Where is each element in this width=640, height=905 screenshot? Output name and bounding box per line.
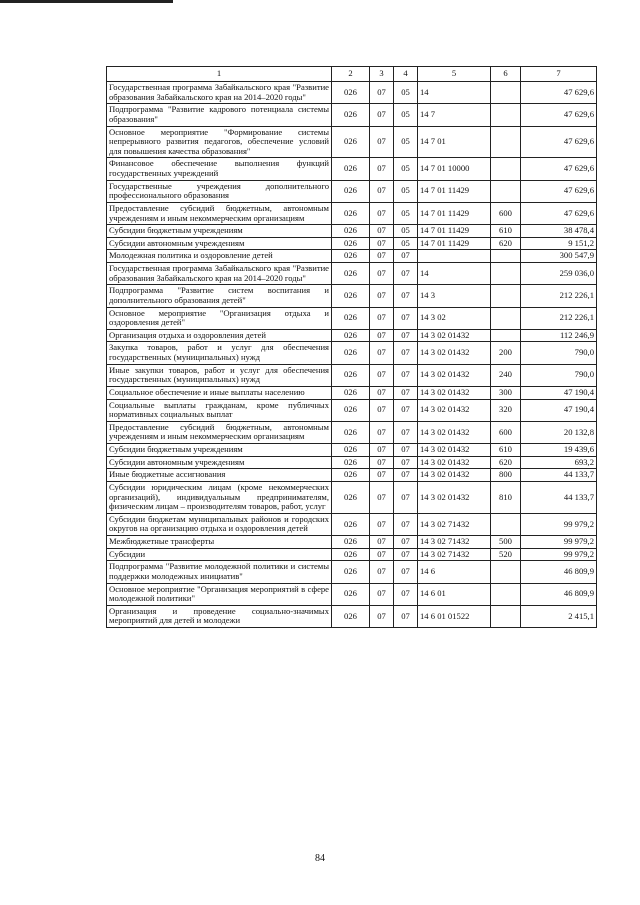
row-target-article: 14 3 02 01432 xyxy=(418,456,491,469)
page-number: 84 xyxy=(315,853,325,864)
row-target-article: 14 xyxy=(418,263,491,285)
row-ministry-code: 026 xyxy=(332,342,370,364)
row-amount: 47 629,6 xyxy=(521,126,597,158)
table-body xyxy=(107,82,597,628)
row-name: Подпрограмма "Развитие систем воспитания и дополнительного образования детей" xyxy=(107,285,332,307)
row-target-article: 14 7 01 11429 xyxy=(418,202,491,224)
row-amount: 99 979,2 xyxy=(521,548,597,561)
row-target-article: 14 6 xyxy=(418,561,491,583)
row-section: 07 xyxy=(370,104,394,126)
row-subsection: 07 xyxy=(394,456,418,469)
row-subsection: 07 xyxy=(394,561,418,583)
table-row xyxy=(107,158,597,180)
table-row xyxy=(107,605,597,627)
row-expense-type: 500 xyxy=(491,536,521,549)
row-subsection: 05 xyxy=(394,225,418,238)
row-expense-type xyxy=(491,329,521,342)
row-expense-type: 620 xyxy=(491,237,521,250)
row-expense-type xyxy=(491,180,521,202)
row-ministry-code: 026 xyxy=(332,583,370,605)
row-expense-type xyxy=(491,158,521,180)
row-section: 07 xyxy=(370,364,394,386)
row-amount: 46 809,9 xyxy=(521,583,597,605)
row-amount: 2 415,1 xyxy=(521,605,597,627)
row-section: 07 xyxy=(370,263,394,285)
row-subsection: 05 xyxy=(394,158,418,180)
row-expense-type: 240 xyxy=(491,364,521,386)
row-target-article: 14 7 xyxy=(418,104,491,126)
row-expense-type xyxy=(491,263,521,285)
row-ministry-code: 026 xyxy=(332,158,370,180)
row-name: Субсидии автономным учреждениям xyxy=(107,456,332,469)
row-ministry-code: 026 xyxy=(332,513,370,535)
row-expense-type: 200 xyxy=(491,342,521,364)
top-rule xyxy=(0,0,173,3)
row-target-article: 14 3 02 71432 xyxy=(418,513,491,535)
row-section: 07 xyxy=(370,307,394,329)
row-name: Предоставление субсидий бюджетным, автономным учреждениям и иным некоммерческим организациям xyxy=(107,202,332,224)
row-amount: 47 629,6 xyxy=(521,82,597,104)
row-subsection: 07 xyxy=(394,364,418,386)
row-ministry-code: 026 xyxy=(332,561,370,583)
row-ministry-code: 026 xyxy=(332,364,370,386)
row-target-article: 14 7 01 10000 xyxy=(418,158,491,180)
header-col-7: 7 xyxy=(521,67,597,82)
row-amount: 99 979,2 xyxy=(521,513,597,535)
row-amount: 47 629,6 xyxy=(521,202,597,224)
row-section: 07 xyxy=(370,180,394,202)
row-subsection: 07 xyxy=(394,250,418,263)
row-name: Закупка товаров, работ и услуг для обеспечения государственных (муниципальных) нужд xyxy=(107,342,332,364)
row-section: 07 xyxy=(370,605,394,627)
row-expense-type: 600 xyxy=(491,421,521,443)
row-ministry-code: 026 xyxy=(332,126,370,158)
row-subsection: 07 xyxy=(394,513,418,535)
row-ministry-code: 026 xyxy=(332,250,370,263)
row-name: Финансовое обеспечение выполнения функций государственных учреждений xyxy=(107,158,332,180)
row-section: 07 xyxy=(370,548,394,561)
row-section: 07 xyxy=(370,82,394,104)
row-name: Предоставление субсидий бюджетным, автономным учреждениям и иным некоммерческим организациям xyxy=(107,421,332,443)
row-expense-type xyxy=(491,307,521,329)
row-section: 07 xyxy=(370,126,394,158)
row-ministry-code: 026 xyxy=(332,536,370,549)
row-name: Основное мероприятие "Организация мероприятий в сфере молодежной политики" xyxy=(107,583,332,605)
row-subsection: 07 xyxy=(394,481,418,513)
row-amount: 693,2 xyxy=(521,456,597,469)
row-name: Основное мероприятие "Организация отдыха и оздоровления детей" xyxy=(107,307,332,329)
row-section: 07 xyxy=(370,285,394,307)
table-row xyxy=(107,202,597,224)
row-amount: 112 246,9 xyxy=(521,329,597,342)
row-expense-type xyxy=(491,250,521,263)
row-target-article: 14 3 02 71432 xyxy=(418,536,491,549)
row-section: 07 xyxy=(370,481,394,513)
row-subsection: 05 xyxy=(394,180,418,202)
row-target-article: 14 7 01 11429 xyxy=(418,225,491,238)
table-row xyxy=(107,548,597,561)
row-ministry-code: 026 xyxy=(332,237,370,250)
row-name: Субсидии юридическим лицам (кроме некоммерческих организаций), индивидуальным предпринимателям, физическим лицам – производителям товаров, работ, услуг xyxy=(107,481,332,513)
row-name: Организация отдыха и оздоровления детей xyxy=(107,329,332,342)
table-row xyxy=(107,104,597,126)
row-amount: 44 133,7 xyxy=(521,469,597,482)
table-row xyxy=(107,536,597,549)
row-name: Государственная программа Забайкальского края "Развитие образования Забайкальского края на 2014–2020 годы" xyxy=(107,82,332,104)
row-expense-type: 320 xyxy=(491,399,521,421)
row-amount: 19 439,6 xyxy=(521,444,597,457)
row-subsection: 07 xyxy=(394,307,418,329)
row-section: 07 xyxy=(370,250,394,263)
row-amount: 46 809,9 xyxy=(521,561,597,583)
row-expense-type xyxy=(491,561,521,583)
row-name: Субсидии бюджетным учреждениям xyxy=(107,444,332,457)
table-row xyxy=(107,250,597,263)
row-ministry-code: 026 xyxy=(332,469,370,482)
table-row xyxy=(107,561,597,583)
row-ministry-code: 026 xyxy=(332,444,370,457)
table-row xyxy=(107,342,597,364)
row-target-article: 14 3 02 01432 xyxy=(418,386,491,399)
row-expense-type: 610 xyxy=(491,444,521,457)
row-subsection: 07 xyxy=(394,399,418,421)
table-row xyxy=(107,386,597,399)
row-amount: 212 226,1 xyxy=(521,307,597,329)
row-ministry-code: 026 xyxy=(332,386,370,399)
row-name: Межбюджетные трансферты xyxy=(107,536,332,549)
table-row xyxy=(107,583,597,605)
row-target-article: 14 6 01 01522 xyxy=(418,605,491,627)
row-name: Молодежная политика и оздоровление детей xyxy=(107,250,332,263)
table-row xyxy=(107,225,597,238)
row-amount: 47 629,6 xyxy=(521,180,597,202)
row-expense-type: 800 xyxy=(491,469,521,482)
header-col-2: 2 xyxy=(332,67,370,82)
row-section: 07 xyxy=(370,237,394,250)
row-target-article: 14 7 01 11429 xyxy=(418,180,491,202)
table-row xyxy=(107,481,597,513)
row-ministry-code: 026 xyxy=(332,180,370,202)
row-amount: 47 629,6 xyxy=(521,158,597,180)
row-target-article: 14 3 02 01432 xyxy=(418,399,491,421)
header-col-6: 6 xyxy=(491,67,521,82)
row-subsection: 07 xyxy=(394,583,418,605)
header-row xyxy=(107,67,597,82)
row-subsection: 07 xyxy=(394,285,418,307)
row-ministry-code: 026 xyxy=(332,481,370,513)
row-section: 07 xyxy=(370,561,394,583)
row-expense-type xyxy=(491,513,521,535)
header-col-4: 4 xyxy=(394,67,418,82)
row-target-article xyxy=(418,250,491,263)
row-ministry-code: 026 xyxy=(332,548,370,561)
row-subsection: 07 xyxy=(394,548,418,561)
row-subsection: 07 xyxy=(394,605,418,627)
row-name: Субсидии xyxy=(107,548,332,561)
row-name: Социальные выплаты гражданам, кроме публичных нормативных социальных выплат xyxy=(107,399,332,421)
row-ministry-code: 026 xyxy=(332,605,370,627)
table-row xyxy=(107,180,597,202)
row-subsection: 07 xyxy=(394,536,418,549)
row-target-article: 14 3 02 01432 xyxy=(418,329,491,342)
row-amount: 300 547,9 xyxy=(521,250,597,263)
row-amount: 47 190,4 xyxy=(521,399,597,421)
row-amount: 38 478,4 xyxy=(521,225,597,238)
row-amount: 47 190,4 xyxy=(521,386,597,399)
header-col-3: 3 xyxy=(370,67,394,82)
row-name: Иные бюджетные ассигнования xyxy=(107,469,332,482)
row-amount: 9 151,2 xyxy=(521,237,597,250)
row-section: 07 xyxy=(370,421,394,443)
row-amount: 259 036,0 xyxy=(521,263,597,285)
table-row xyxy=(107,237,597,250)
table-row xyxy=(107,82,597,104)
row-expense-type: 610 xyxy=(491,225,521,238)
row-ministry-code: 026 xyxy=(332,225,370,238)
row-name: Государственная программа Забайкальского края "Развитие образования Забайкальского края на 2014–2020 годы" xyxy=(107,263,332,285)
row-name: Субсидии бюджетам муниципальных районов и городских округов на организацию отдыха и оздоровления детей xyxy=(107,513,332,535)
row-target-article: 14 6 01 xyxy=(418,583,491,605)
budget-table xyxy=(106,66,597,628)
row-subsection: 07 xyxy=(394,342,418,364)
row-ministry-code: 026 xyxy=(332,202,370,224)
row-expense-type: 300 xyxy=(491,386,521,399)
row-target-article: 14 3 02 01432 xyxy=(418,342,491,364)
row-section: 07 xyxy=(370,456,394,469)
row-amount: 47 629,6 xyxy=(521,104,597,126)
row-section: 07 xyxy=(370,202,394,224)
row-section: 07 xyxy=(370,225,394,238)
row-name: Субсидии автономным учреждениям xyxy=(107,237,332,250)
row-subsection: 07 xyxy=(394,421,418,443)
row-amount: 790,0 xyxy=(521,342,597,364)
table-row xyxy=(107,307,597,329)
row-target-article: 14 3 02 01432 xyxy=(418,364,491,386)
row-expense-type xyxy=(491,605,521,627)
table-row xyxy=(107,399,597,421)
row-ministry-code: 026 xyxy=(332,399,370,421)
row-name: Основное мероприятие "Формирование системы непрерывного развития педагогов, обеспечение условий для повышения качества образования" xyxy=(107,126,332,158)
row-subsection: 05 xyxy=(394,82,418,104)
row-ministry-code: 026 xyxy=(332,329,370,342)
row-ministry-code: 026 xyxy=(332,82,370,104)
row-target-article: 14 3 02 01432 xyxy=(418,421,491,443)
header-col-5: 5 xyxy=(418,67,491,82)
row-expense-type xyxy=(491,126,521,158)
row-target-article: 14 xyxy=(418,82,491,104)
row-section: 07 xyxy=(370,342,394,364)
row-ministry-code: 026 xyxy=(332,285,370,307)
row-target-article: 14 3 02 01432 xyxy=(418,481,491,513)
row-ministry-code: 026 xyxy=(332,456,370,469)
row-name: Социальное обеспечение и иные выплаты населению xyxy=(107,386,332,399)
row-section: 07 xyxy=(370,329,394,342)
row-section: 07 xyxy=(370,386,394,399)
row-name: Субсидии бюджетным учреждениям xyxy=(107,225,332,238)
row-amount: 212 226,1 xyxy=(521,285,597,307)
row-target-article: 14 7 01 11429 xyxy=(418,237,491,250)
row-amount: 790,0 xyxy=(521,364,597,386)
row-ministry-code: 026 xyxy=(332,104,370,126)
row-expense-type: 520 xyxy=(491,548,521,561)
row-target-article: 14 3 02 71432 xyxy=(418,548,491,561)
row-target-article: 14 3 02 xyxy=(418,307,491,329)
row-name: Иные закупки товаров, работ и услуг для обеспечения государственных (муниципальных) нужд xyxy=(107,364,332,386)
header-col-1: 1 xyxy=(107,67,332,82)
row-expense-type: 620 xyxy=(491,456,521,469)
row-target-article: 14 7 01 xyxy=(418,126,491,158)
row-expense-type xyxy=(491,82,521,104)
row-name: Государственные учреждения дополнительного профессионального образования xyxy=(107,180,332,202)
row-subsection: 07 xyxy=(394,444,418,457)
table-row xyxy=(107,456,597,469)
table-row xyxy=(107,364,597,386)
row-name: Подпрограмма "Развитие молодежной политики и системы поддержки молодежных инициатив" xyxy=(107,561,332,583)
table-row xyxy=(107,421,597,443)
row-subsection: 05 xyxy=(394,237,418,250)
row-section: 07 xyxy=(370,583,394,605)
row-target-article: 14 3 xyxy=(418,285,491,307)
row-ministry-code: 026 xyxy=(332,263,370,285)
row-name: Подпрограмма "Развитие кадрового потенциала системы образования" xyxy=(107,104,332,126)
row-subsection: 07 xyxy=(394,386,418,399)
row-ministry-code: 026 xyxy=(332,307,370,329)
table-row xyxy=(107,469,597,482)
row-target-article: 14 3 02 01432 xyxy=(418,469,491,482)
row-expense-type: 810 xyxy=(491,481,521,513)
table-row xyxy=(107,263,597,285)
row-amount: 44 133,7 xyxy=(521,481,597,513)
row-expense-type xyxy=(491,285,521,307)
row-expense-type xyxy=(491,104,521,126)
row-ministry-code: 026 xyxy=(332,421,370,443)
row-section: 07 xyxy=(370,444,394,457)
row-section: 07 xyxy=(370,513,394,535)
row-subsection: 07 xyxy=(394,329,418,342)
row-name: Организация и проведение социально-значимых мероприятий для детей и молодежи xyxy=(107,605,332,627)
row-subsection: 07 xyxy=(394,263,418,285)
table-row xyxy=(107,329,597,342)
row-expense-type: 600 xyxy=(491,202,521,224)
row-subsection: 05 xyxy=(394,126,418,158)
table-row xyxy=(107,285,597,307)
table-row xyxy=(107,444,597,457)
row-subsection: 05 xyxy=(394,202,418,224)
row-section: 07 xyxy=(370,399,394,421)
row-section: 07 xyxy=(370,469,394,482)
row-section: 07 xyxy=(370,158,394,180)
row-expense-type xyxy=(491,583,521,605)
row-target-article: 14 3 02 01432 xyxy=(418,444,491,457)
row-subsection: 07 xyxy=(394,469,418,482)
table-row xyxy=(107,126,597,158)
table-row xyxy=(107,513,597,535)
row-section: 07 xyxy=(370,536,394,549)
row-amount: 20 132,8 xyxy=(521,421,597,443)
row-amount: 99 979,2 xyxy=(521,536,597,549)
row-subsection: 05 xyxy=(394,104,418,126)
